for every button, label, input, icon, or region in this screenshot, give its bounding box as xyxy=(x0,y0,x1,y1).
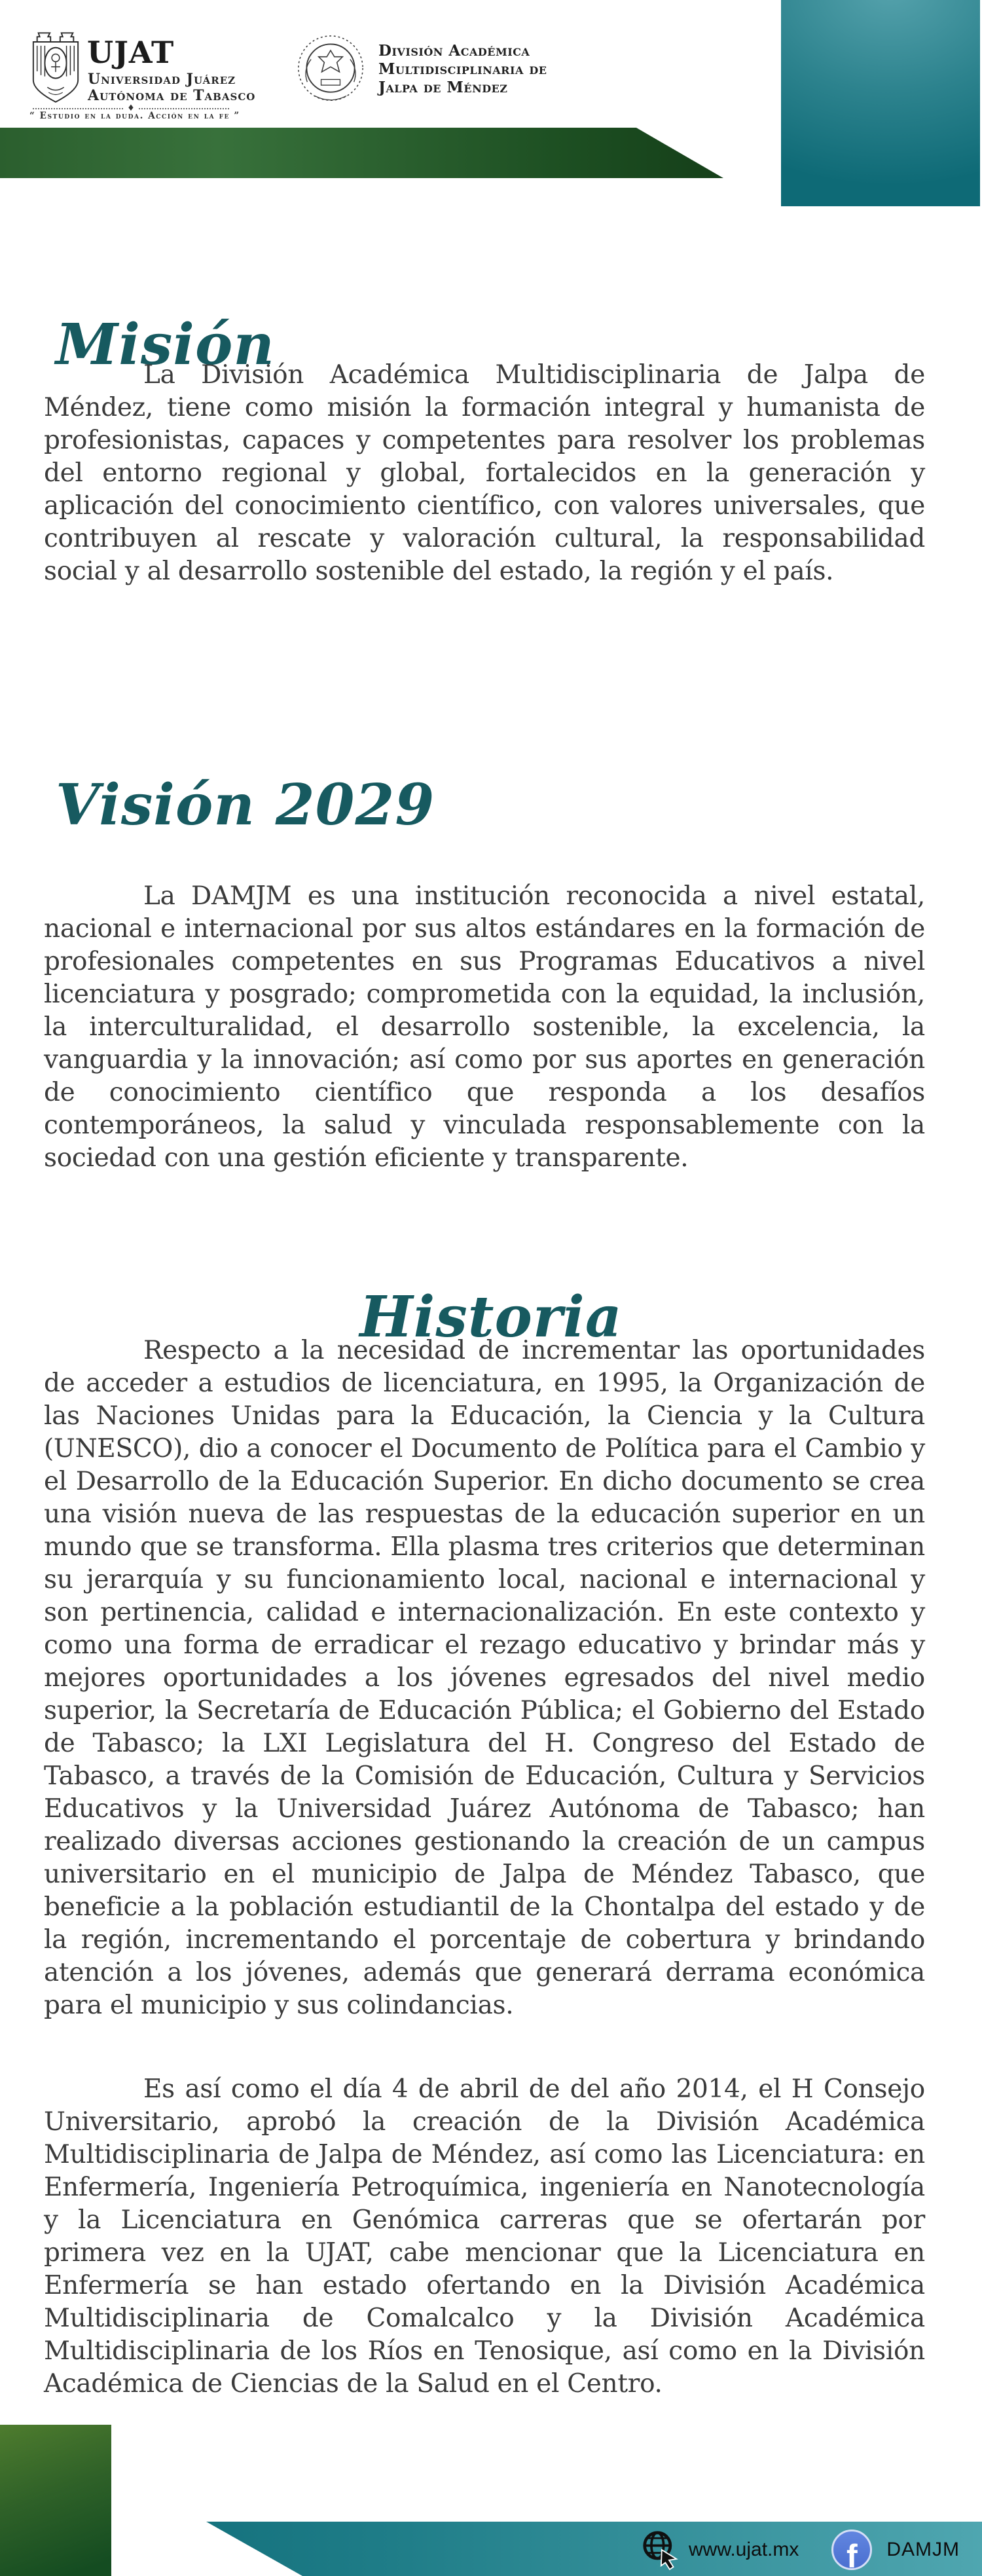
header-teal-panel xyxy=(781,0,980,206)
division-name-line1: División Académica xyxy=(378,42,530,60)
ujat-crest-icon xyxy=(29,31,82,105)
website-label: www.ujat.mx xyxy=(689,2539,799,2560)
ujat-name-line2: Autónoma de Tabasco xyxy=(88,87,256,104)
diamond-ornament: ♦ xyxy=(127,103,135,113)
mision-paragraph: La División Académica Multidisciplinaria de Jalpa de Méndez, tiene como misión la formación integral y humanista de profesionistas, capaces y competentes para resolver los problemas del entorno regional y global, fortalecidos en la generación y aplicación del conocimiento científico, con valores universales, que contribuyen al rescate y valoración cultural, la responsabilidad social y al desarrollo sostenible del estado, la región y el país. xyxy=(44,360,925,586)
damjm-seal-icon xyxy=(296,30,365,107)
mision-title: Misión xyxy=(56,311,275,378)
historia-title: Historia xyxy=(359,1283,623,1350)
vision-paragraph: La DAMJM es una institución reconocida a nivel estatal, nacional e internacional por sus altos estándares en la formación de profesionales competentes en sus Programas Educativos a nivel licenciatura y posgrado; comprometida con la equidad, la inclusión, la interculturalidad, el desarrollo sostenible, la excelencia, la vanguardia y la innovación; así como por sus aportes en generación de conocimiento científico que responda a los desafíos contemporáneos, la salud y vinculada responsablemente con la sociedad con una gestión eficiente y transparente. xyxy=(44,881,925,1173)
globe-cursor-icon xyxy=(642,2530,678,2570)
historia-section xyxy=(44,1334,925,2401)
vision-section xyxy=(44,880,925,1175)
mision-section xyxy=(44,359,925,588)
historia-paragraph-1: Respecto a la necesidad de incrementar las oportunidades de acceder a estudios de licenciatura, en 1995, la Organización de las Naciones Unidas para la Educación, la Ciencia y la Cultura (UNESCO), dio a conocer el Documento de Política para el Cambio y el Desarrollo de la Educación Superior. En dicho documento se crea una visión nueva de las respuestas de la educación superior en un mundo que se transforma. Ella plasma tres criterios que determinan su jerarquía y su funcionamiento local, nacional e internacional y son pertinencia, calidad e internacionalización. En este contexto y como una forma de erradicar el rezago educativo y brindar más y mejores oportunidades a los jóvenes egresados del nivel medio superior, la Secretaría de Educación Pública; el Gobierno del Estado de Tabasco; la LXI Legislatura del H. Congreso del Estado de Tabasco, a través de la Comisión de Educación, Cultura y Servicios Educativos y la Universidad Juárez Autónoma de Tabasco; han realizado diversas acciones gestionando la creación de un campus universitario en el municipio de Jalpa de Méndez Tabasco, que beneficie a la población estudiantil de la Chontalpa del estado y de la región, incrementando el porcentaje de cobertura y brindando atención a los jóvenes, además que generará derrama económica para el municipio y sus colindancias. xyxy=(44,1336,925,2020)
footer-links xyxy=(642,2529,960,2571)
facebook-link[interactable] xyxy=(831,2530,960,2570)
facebook-label: DAMJM xyxy=(886,2539,960,2560)
division-name-line3: Jalpa de Méndez xyxy=(378,79,508,96)
division-name xyxy=(378,42,547,97)
vision-title: Visión 2029 xyxy=(56,771,435,838)
ujat-motto: “ Estudio en la duda. Acción en la fe ” xyxy=(29,111,240,121)
header-green-ribbon xyxy=(0,128,723,178)
ujat-name-line1: Universidad Juárez xyxy=(88,71,236,88)
divider-line xyxy=(139,108,229,109)
ujat-acronym: UJAT xyxy=(87,35,175,70)
division-name-line2: Multidisciplinaria de xyxy=(378,60,547,78)
footer-green-panel xyxy=(0,2425,111,2576)
historia-paragraph-2: Es así como el día 4 de abril de del año 2014, el H Consejo Universitario, aprobó la creación de la División Académica Multidisciplinaria de Jalpa de Méndez, así como las Licenciatura: en Enfermería, Ingeniería Petroquímica, ingeniería en Nanotecnología y la Licenciatura en Genómica carreras que se ofertarán por primera vez en la UJAT, cabe mencionar que la Licenciatura en Enfermería se han estado ofertando en la División Académica Multidisciplinaria de Comalcalco y la División Académica Multidisciplinaria de los Ríos en Tenosique, así como en la División Académica de Ciencias de la Salud en el Centro. xyxy=(44,2074,925,2399)
facebook-letter: f xyxy=(846,2538,858,2570)
facebook-icon xyxy=(831,2530,872,2570)
website-link[interactable] xyxy=(642,2530,799,2570)
divider-line xyxy=(33,108,123,109)
